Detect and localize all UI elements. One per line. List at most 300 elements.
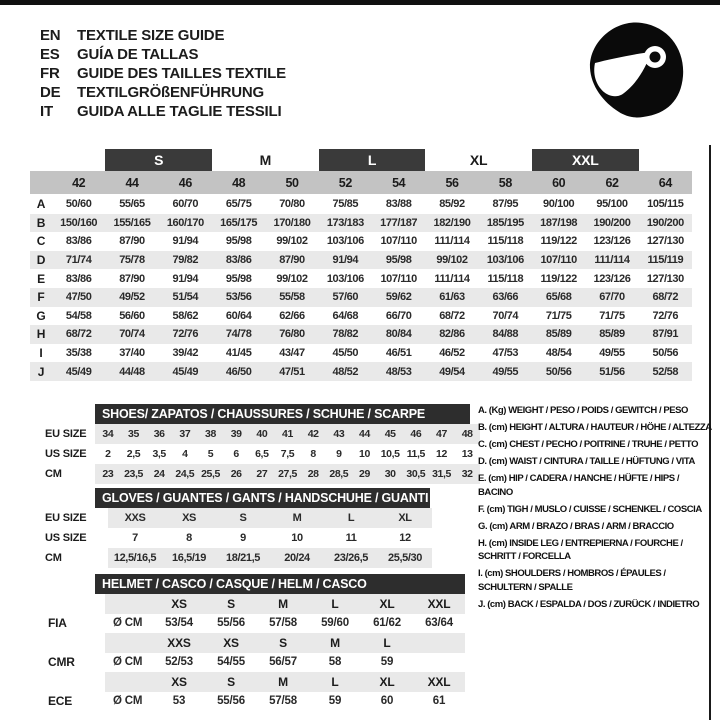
measurement-cell: 85/89 [599,328,625,341]
helmet-value-cell: 61/62 [373,617,401,630]
measurement-cell: 76/80 [279,328,305,341]
measurement-cell: 190/200 [593,216,631,229]
measurement-cell: 57/60 [332,291,359,304]
shoes-cm-values [95,464,480,484]
glove-size-cell: 12,5/16,5 [113,552,157,564]
legend-item [478,520,712,534]
measurement-cell: 64/68 [332,309,359,322]
row-letter: D [36,253,46,268]
measurement-cell: 75/85 [332,198,359,211]
measurement-cell: 83/88 [385,198,412,211]
measurement-cell: 83/86 [65,235,92,248]
helmet-values-row [30,692,465,712]
glove-size-cell: XXS [124,512,146,524]
helmet-size-cell: XS [171,674,187,689]
legend-key: A. (Kg) [478,405,506,416]
measurement-cell: 71/74 [65,254,92,267]
measurement-cell: 87/90 [279,254,305,267]
size-row-spacer [30,171,52,194]
shoes-section-title: SHOES/ ZAPATOS / CHAUSSURES / SCHUHE / SCARPE [95,404,470,424]
measurement-cell: 60/70 [172,198,199,211]
size-cell: 52 [338,175,352,190]
gloves-us-row [30,528,432,548]
helmet-size-cell: L [383,635,391,650]
measurement-cell: 127/130 [646,235,684,248]
measurement-cell: 72/76 [652,309,679,322]
glove-size-cell: 12 [399,532,411,544]
gloves-eu-values [108,508,432,528]
helmet-size-cell: L [331,596,339,611]
row-label-cm: CM [45,468,62,480]
measurement-cell: 70/80 [279,198,305,211]
measurement-cell: 123/126 [593,272,631,285]
measurement-cell: 177/187 [380,216,418,229]
language-title-list [40,26,286,121]
legend-item [478,438,712,452]
shoe-size-cell: 32 [461,468,473,480]
measurement-cell: 91/94 [332,254,359,267]
legend-item [478,567,712,594]
shoe-size-cell: 8 [310,448,316,460]
helmet-size-cell: M [330,635,340,650]
shoe-size-cell: 45 [384,428,396,440]
legend-text: HIP / CADERA / HANCHE / HÜFTE / HIPS / BACINO [478,473,680,498]
helmet-value-cell: 63/64 [425,617,453,630]
measurement-cells [52,362,692,381]
glove-size-cell: 8 [186,532,192,544]
measurement-cell: 51/54 [172,291,199,304]
measurement-cell: 35/38 [65,347,92,360]
measurement-cell: 54/58 [65,309,92,322]
measurement-row [30,195,692,214]
measurement-cell: 185/195 [486,216,524,229]
glove-size-cell: S [239,512,247,524]
helmet-sizes-band [105,594,465,614]
helmet-value-cell: 54/55 [217,656,245,669]
measurement-cell: 150/160 [60,216,98,229]
racing-helmet-icon [578,12,698,132]
legend-text: TIGH / MUSLO / CUISSE / SCHENKEL / COSCIA [507,503,702,515]
diameter-cm-label: Ø CM [113,695,143,708]
helmet-size-cell: XS [223,635,239,650]
size-cell: 46 [178,175,192,190]
row-label-eu-size: EU SIZE [45,428,87,440]
measurement-row [30,344,692,363]
gloves-cm-values [108,548,432,568]
measurement-cell: 87/90 [119,235,145,248]
helmet-values-band [105,614,465,634]
measurement-cell: 127/130 [646,272,684,285]
shoe-size-cell: 29 [359,468,370,480]
measurement-cell: 48/52 [332,365,359,378]
measurement-cell: 182/190 [433,216,471,229]
measurement-cell: 103/106 [486,254,524,267]
glove-size-cell: 23/26,5 [334,552,368,564]
shoes-eu-values [95,424,480,444]
helmet-value-cell: 52/53 [165,656,193,669]
measurement-cell: 78/82 [332,328,359,341]
helmet-size-cell: XS [171,596,187,611]
measurement-cell: 103/106 [326,235,364,248]
shoe-size-cell: 28,5 [329,468,349,480]
legend-item [478,421,712,435]
measurement-cell: 111/114 [434,272,470,285]
measurement-row [30,232,692,251]
measurement-cell: 55/58 [279,291,305,304]
measurement-cell: 80/84 [385,328,412,341]
shoes-us-values [95,444,480,464]
measurement-cell: 45/50 [332,347,359,360]
shoe-size-cell: 26 [230,468,242,480]
measurement-cell: 107/110 [380,272,417,285]
size-cell: 64 [658,175,672,190]
language-title: TEXTILGRÖßENFÜHRUNG [77,84,265,101]
measurement-cell: 170/180 [273,216,311,229]
measurement-cell: 63/66 [492,291,519,304]
measurement-cell: 71/75 [545,309,572,322]
language-row [40,102,286,121]
size-group-header-row [30,149,692,171]
measurement-cell: 95/98 [225,235,252,248]
size-group-s: S [105,149,212,171]
row-label-us-size: US SIZE [45,448,87,460]
measurement-cell: 66/70 [385,309,412,322]
size-group-m: M [259,152,272,168]
shoes-cm-row [30,464,480,484]
shoe-size-cell: 4 [182,448,188,460]
size-cell: 54 [392,175,406,190]
measurement-cell: 47/53 [492,347,519,360]
shoe-size-cell: 39 [230,428,242,440]
measurement-cell: 52/58 [652,365,679,378]
helmet-size-cell: L [331,674,339,689]
measurement-legend [478,404,712,615]
helmet-size-cell: XXS [167,635,191,650]
helmet-value-cell: 57/58 [269,695,297,708]
glove-size-cell: 18/21,5 [226,552,260,564]
size-group-xl: XL [469,152,488,168]
legend-key: F. (cm) [478,503,505,515]
measurement-cell: 59/62 [385,291,412,304]
shoe-size-cell: 9 [336,448,342,460]
measurement-cell: 68/72 [65,328,92,341]
helmet-section-title: HELMET / CASCO / CASQUE / HELM / CASCO [95,574,465,594]
helmet-values-row [30,614,465,634]
measurement-cell: 70/74 [119,328,145,341]
language-code: FR [40,65,60,82]
shoe-size-cell: 47 [436,428,447,440]
measurement-cell: 46/50 [225,365,252,378]
measurement-cell: 61/63 [439,291,465,304]
helmet-value-cell: 53/54 [165,617,193,630]
measurement-cells [52,251,692,270]
measurement-cell: 91/94 [172,235,199,248]
measurement-cells [52,195,692,214]
shoe-size-cell: 23 [102,468,114,480]
shoe-size-cell: 41 [282,428,293,440]
helmet-values-row [30,653,465,673]
measurement-cell: 44/48 [119,365,145,378]
measurement-row [30,214,692,233]
measurement-cell: 115/119 [647,254,684,267]
size-cell: 56 [445,175,459,190]
legend-key: H. (cm) [478,537,508,549]
gloves-cm-row [30,548,432,568]
language-code: IT [40,103,53,120]
helmet-size-cell: S [279,635,287,650]
measurement-cell: 91/94 [172,272,199,285]
measurement-cell: 119/122 [540,272,577,285]
measurement-cell: 39/42 [172,347,199,360]
gloves-us-values [108,528,432,548]
measurement-cell: 47/50 [65,291,92,304]
measurement-cell: 62/66 [279,309,305,322]
legend-text: CHEST / PECHO / POITRINE / TRUHE / PETTO [509,439,699,450]
measurement-cell: 82/86 [439,328,465,341]
measurement-cell: 90/100 [543,198,575,211]
shoe-size-cell: 37 [179,428,191,440]
measurement-cell: 99/102 [276,235,308,248]
measurement-row [30,325,692,344]
legend-item [478,404,712,418]
shoe-size-cell: 27 [256,468,268,480]
legend-text: WEIGHT / PESO / POIDS / GEWITCH / PESO [508,405,688,416]
measurement-cell: 67/70 [599,291,625,304]
measurement-cell: 173/183 [326,216,364,229]
row-letter: C [36,234,46,249]
legend-text: BACK / ESPALDA / DOS / ZURÜCK / INDIETRO [507,598,700,610]
size-cell: 42 [72,175,86,190]
shoe-size-cell: 2,5 [126,448,141,460]
size-group-xxl: XXL [532,149,639,171]
measurement-cell: 55/65 [119,198,145,211]
measurement-cell: 50/60 [65,198,92,211]
measurement-cell: 105/115 [647,198,684,211]
diameter-cm-label: Ø CM [113,656,143,669]
legend-item [478,537,712,564]
gloves-section-title: GLOVES / GUANTES / GANTS / HANDSCHUHE / GUANTI [95,488,430,508]
legend-key: B. (cm) [478,422,508,433]
glove-size-cell: 20/24 [284,552,310,564]
measurement-rows [30,195,692,381]
measurement-cell: 111/114 [594,254,630,267]
language-code: EN [40,27,61,44]
helmet-value-cell: 60 [380,695,394,708]
shoe-size-cell: 34 [102,428,114,440]
row-letter: J [37,364,45,379]
measurement-cell: 47/51 [279,365,305,378]
measurement-cell: 46/51 [385,347,412,360]
measurement-cell: 71/75 [599,309,625,322]
helmet-size-cell: S [227,596,235,611]
row-letter: A [36,197,46,212]
size-cell: 62 [605,175,619,190]
helmet-size-cell: XXL [427,674,451,689]
glove-size-cell: L [347,512,355,524]
gloves-section [30,488,432,568]
measurement-cells [52,288,692,307]
measurement-cell: 48/54 [545,347,572,360]
measurement-cell: 49/52 [119,291,145,304]
shoe-size-cell: 36 [153,428,165,440]
size-cell: 44 [125,175,139,190]
measurement-cell: 107/110 [380,235,417,248]
measurement-cell: 87/90 [119,272,145,285]
language-title: TEXTILE SIZE GUIDE [77,27,225,44]
row-letter: F [37,290,45,305]
measurement-cells [52,344,692,363]
helmet-value-cell: 56/57 [269,656,297,669]
measurement-cell: 123/126 [593,235,631,248]
shoe-size-cell: 24,5 [175,468,195,480]
measurement-cells [52,214,692,233]
measurement-cells [52,269,692,288]
measurement-cell: 49/55 [599,347,625,360]
legend-key: I. (cm) [478,568,503,579]
helmet-size-cell: XXL [427,596,451,611]
row-label-eu-size: EU SIZE [45,512,87,524]
measurement-cell: 72/76 [172,328,199,341]
legend-key: C. (cm) [478,439,508,450]
shoes-us-row [30,444,480,464]
measurement-cells [52,307,692,326]
shoe-size-cell: 44 [359,428,370,440]
measurement-cell: 45/49 [172,365,199,378]
measurement-cell: 119/122 [540,235,577,248]
measurement-cell: 190/200 [646,216,684,229]
helmet-standard-spacer [30,672,95,692]
shoe-size-cell: 6,5 [255,448,269,460]
shoe-size-cell: 6 [233,448,239,460]
measurement-cell: 70/74 [492,309,519,322]
legend-item [478,472,712,499]
size-cell: 50 [285,175,299,190]
helmet-value-cell: 59 [328,695,342,708]
measurement-cell: 160/170 [166,216,204,229]
row-letter: G [36,308,46,323]
helmet-size-cell: M [278,596,288,611]
helmet-value-cell: 57/58 [269,617,297,630]
helmet-value-cell: 55/56 [217,617,245,630]
legend-key: G. (cm) [478,520,508,532]
size-cell: 58 [498,175,512,190]
shoes-eu-row [30,424,480,444]
measurement-cell: 75/78 [119,254,145,267]
glove-size-cell: XL [398,512,412,524]
language-code: ES [40,46,60,63]
shoe-size-cell: 28 [307,468,319,480]
measurement-cell: 37/40 [119,347,145,360]
measurement-cell: 95/98 [225,272,252,285]
shoe-size-cell: 10 [359,448,370,460]
measurement-cell: 187/198 [540,216,578,229]
measurement-cell: 46/52 [439,347,465,360]
glove-size-cell: 7 [132,532,138,544]
measurement-cells [52,232,692,251]
shoe-size-cell: 30,5 [406,468,426,480]
shoe-size-cell: 5 [207,448,214,460]
row-letter: I [39,346,43,361]
shoe-size-cell: 30 [384,468,396,480]
measurement-cell: 74/78 [225,328,252,341]
measurement-cell: 41/45 [225,347,252,360]
helmet-value-cell: 58 [328,656,342,669]
helmet-standards [30,594,465,711]
helmet-standard-spacer [30,594,95,614]
shoes-rows [30,424,480,484]
shoe-size-cell: 35 [128,428,139,440]
measurement-row [30,269,692,288]
measurement-cell: 50/56 [652,347,679,360]
language-title: GUIDA ALLE TAGLIE TESSILI [77,103,282,120]
shoe-size-cell: 11,5 [406,448,425,460]
measurement-cell: 51/56 [599,365,625,378]
language-code: DE [40,84,61,101]
row-label-us-size: US SIZE [45,532,87,544]
language-row [40,64,286,83]
shoe-size-cell: 31,5 [432,468,451,480]
row-label-cm: CM [45,552,62,564]
glove-size-cell: 9 [240,532,246,544]
shoe-size-cell: 7,5 [280,448,295,460]
shoe-size-cell: 25,5 [201,468,220,480]
measurement-cells [52,325,692,344]
shoe-size-cell: 48 [461,428,473,440]
measurement-cell: 53/56 [225,291,252,304]
size-cell: 60 [552,175,566,190]
helmet-size-cell: XL [379,596,395,611]
legend-item [478,455,712,469]
shoes-section [30,404,480,484]
measurement-cell: 56/60 [119,309,145,322]
helmet-size-cell: S [227,674,235,689]
measurement-row [30,251,692,270]
language-row [40,45,286,64]
legend-item [478,598,712,612]
shoe-size-cell: 10,5 [380,448,400,460]
measurement-cell: 68/72 [439,309,465,322]
glove-size-cell: 25,5/30 [388,552,422,564]
helmet-value-cell: 53 [172,695,186,708]
measurement-cell: 85/92 [439,198,465,211]
measurement-cell: 60/64 [225,309,252,322]
measurement-cell: 155/165 [113,216,151,229]
measurement-row [30,307,692,326]
measurement-cell: 103/106 [326,272,364,285]
glove-size-cell: M [292,512,302,524]
row-letter: E [37,271,45,286]
measurement-cell: 79/82 [172,254,199,267]
measurement-cell: 68/72 [652,291,679,304]
measurement-cell: 87/95 [492,198,519,211]
measurement-cell: 111/114 [434,235,470,248]
shoe-size-cell: 38 [205,428,216,440]
helmet-standard-spacer [30,633,95,653]
measurement-row [30,362,692,381]
measurement-cell: 50/56 [545,365,572,378]
helmet-standard-label: FIA [48,616,67,631]
helmet-values-band [105,653,465,673]
legend-text: ARM / BRAZO / BRAS / ARM / BRACCIO [509,520,674,532]
shoe-size-cell: 43 [333,428,345,440]
shoe-size-cell: 40 [256,428,268,440]
helmet-size-cell: XL [379,674,395,689]
helmet-standard-label: CMR [48,655,75,670]
legend-text: INSIDE LEG / ENTREPIERNA / FOURCHE / SCHRITT / FORCELLA [478,537,683,562]
top-border-bar [0,0,720,5]
glove-size-cell: 16,5/19 [172,552,206,564]
measurement-row [30,288,692,307]
